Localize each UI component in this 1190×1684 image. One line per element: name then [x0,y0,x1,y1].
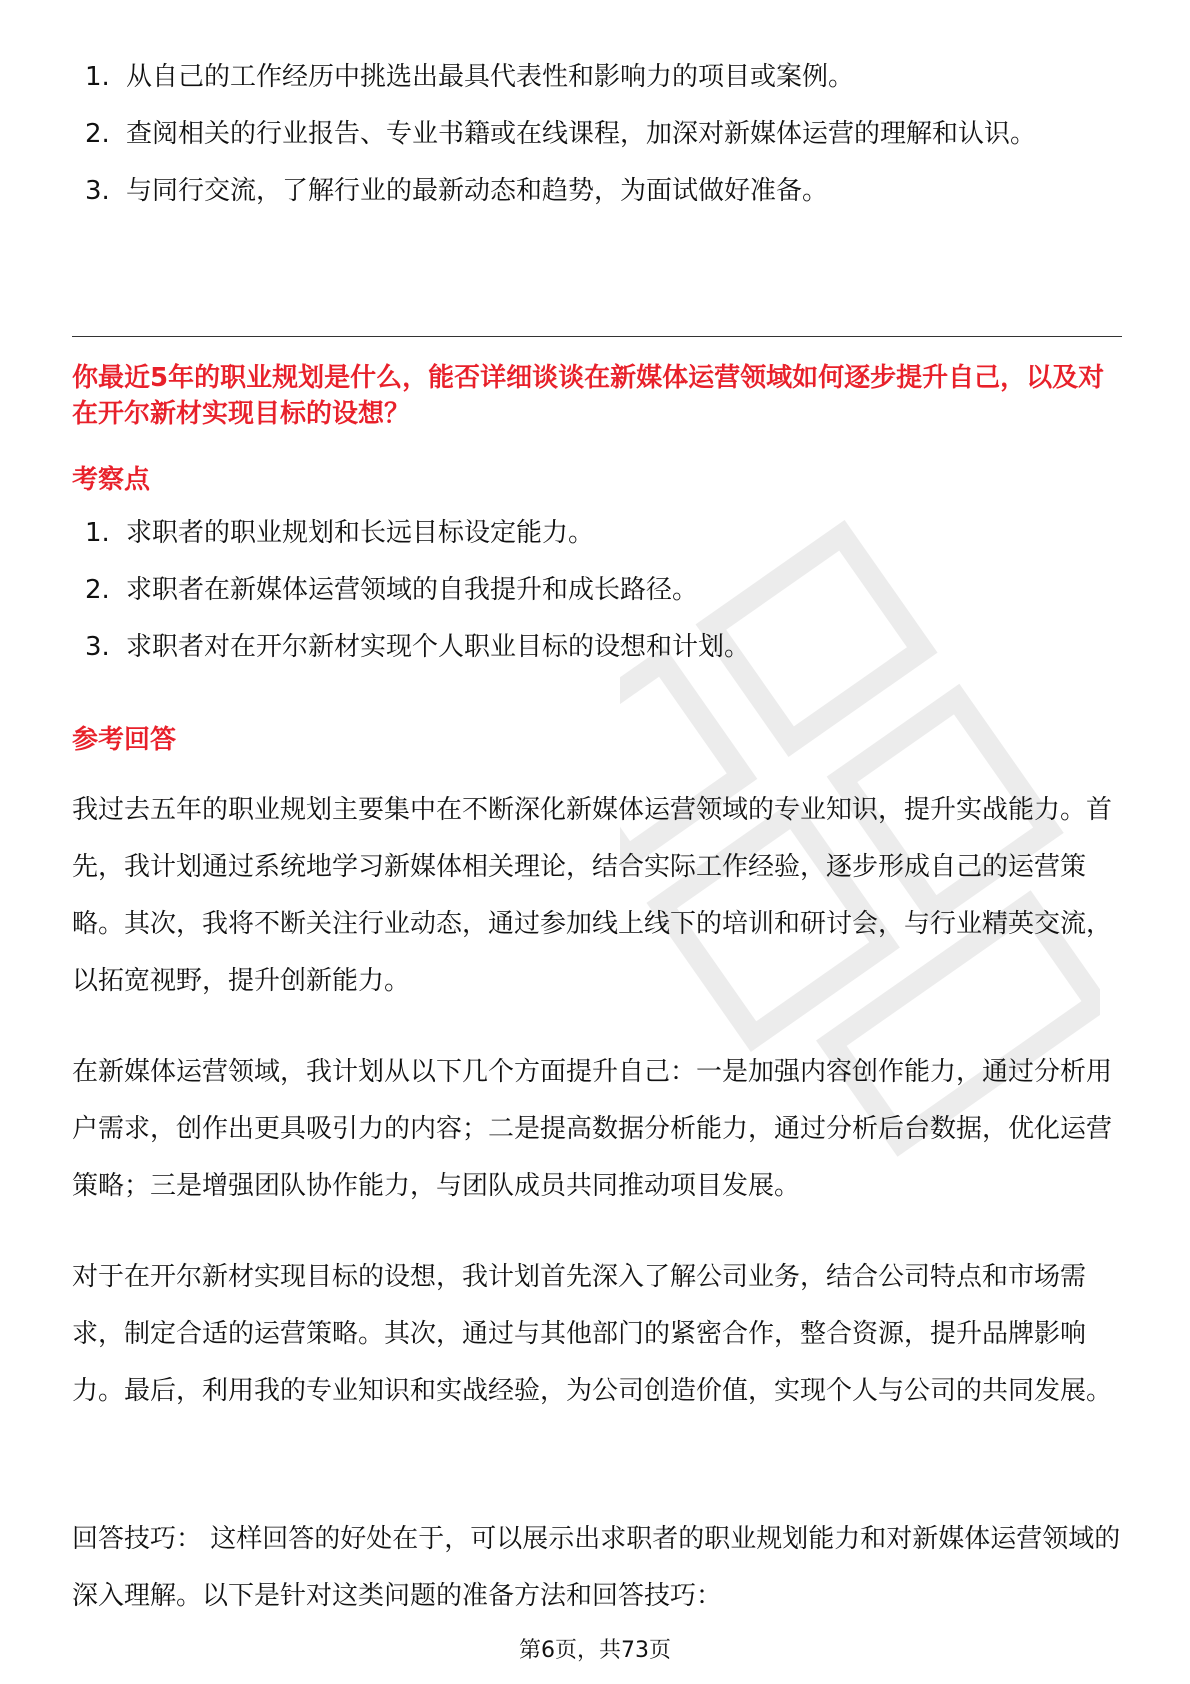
answer-paragraph: 在新媒体运营领域，我计划从以下几个方面提升自己：一是加强内容创作能力，通过分析用户需求，创作出更具吸引力的内容；二是提高数据分析能力，通过分析后台数据，优化运营策略；三是增强团队协作能力，与团队成员共同推动项目发展。 [72,1057,1113,1201]
list-text: 求职者在新媒体运营领域的自我提升和成长路径。 [126,575,699,605]
list-item [72,163,1122,220]
list-number: 3. [85,632,110,662]
section-divider [72,336,1122,337]
list-text: 求职者对在开尔新材实现个人职业目标的设想和计划。 [126,632,751,662]
list-text: 从自己的工作经历中挑选出最具代表性和影响力的项目或案例。 [126,62,855,92]
page-footer: 第6页，共73页 [519,1638,671,1663]
answer-heading: 参考回答 [72,725,177,755]
focus-list [72,505,1122,676]
list-text: 与同行交流，了解行业的最新动态和趋势，为面试做好准备。 [126,176,829,206]
answer-paragraph: 对于在开尔新材实现目标的设想，我计划首先深入了解公司业务，结合公司特点和市场需求，制定合适的运营策略。其次，通过与其他部门的紧密合作，整合资源，提升品牌影响力。最后，利用我的专业知识和实战经验，为公司创造价值，实现个人与公司的共同发展。 [72,1262,1113,1406]
list-number: 3. [85,176,110,206]
list-number: 2. [85,575,110,605]
list-item [72,562,1122,619]
top-tips-list [72,49,1122,220]
list-number: 1. [85,518,110,548]
list-item [72,49,1122,106]
answer-paragraph: 我过去五年的职业规划主要集中在不断深化新媒体运营领域的专业知识，提升实战能力。首先，我计划通过系统地学习新媒体相关理论，结合实际工作经验，逐步形成自己的运营策略。其次，我将不断关注行业动态，通过参加线上线下的培训和研讨会，与行业精英交流，以拓宽视野，提升创新能力。 [72,795,1113,996]
list-text: 查阅相关的行业报告、专业书籍或在线课程，加深对新媒体运营的理解和认识。 [126,119,1037,149]
list-item [72,106,1122,163]
list-text: 求职者的职业规划和长远目标设定能力。 [126,518,595,548]
focus-heading: 考察点 [72,465,151,495]
tips-paragraph: 回答技巧： 这样回答的好处在于，可以展示出求职者的职业规划能力和对新媒体运营领域的深入理解。以下是针对这类问题的准备方法和回答技巧： [72,1524,1121,1611]
list-item [72,505,1122,562]
list-number: 1. [85,62,110,92]
list-number: 2. [85,119,110,149]
list-item [72,619,1122,676]
interview-question: 你最近5年的职业规划是什么，能否详细谈谈在新媒体运营领域如何逐步提升自己，以及对在开尔新材实现目标的设想？ [72,363,1105,429]
